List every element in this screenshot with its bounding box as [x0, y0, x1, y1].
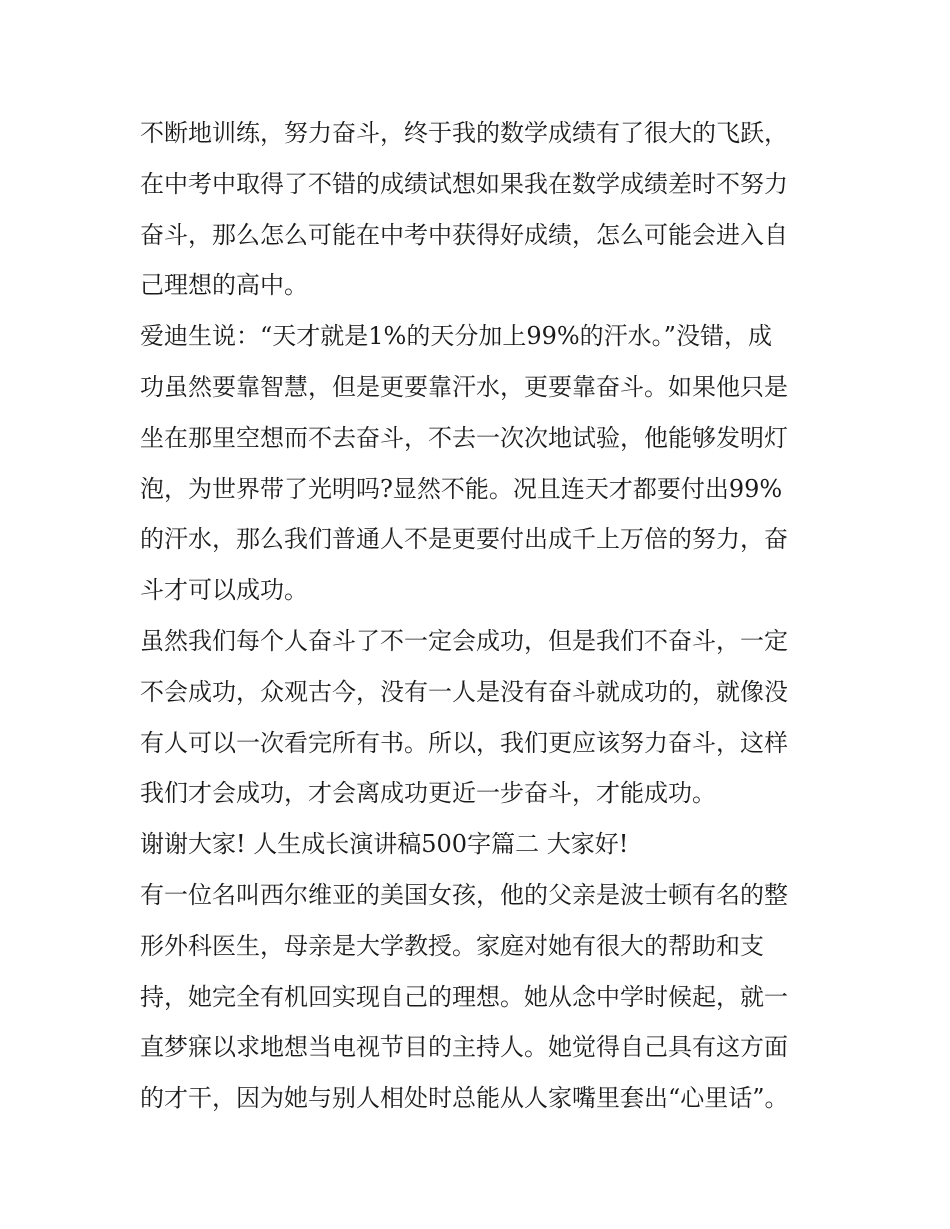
text-line: 谢谢大家! 人生成长演讲稿500字篇二 大家好! — [140, 830, 629, 859]
text-line: 爱迪生说：“天才就是1%的天分加上99%的汗水。”没错，成 — [140, 322, 772, 351]
text-line: 的汗水，那么我们普通人不是更要付出成千上万倍的努力，奋 — [140, 525, 788, 554]
text-line: 坐在那里空想而不去奋斗，不去一次次地试验，他能够发明灯 — [140, 423, 788, 452]
text-line: 有一位名叫西尔维亚的美国女孩，他的父亲是波士顿有名的整 — [140, 880, 788, 909]
text-line: 直梦寐以求地想当电视节目的主持人。她觉得自己具有这方面 — [140, 1033, 788, 1062]
text-line: 斗才可以成功。 — [140, 576, 308, 605]
text-line: 有人可以一次看完所有书。所以，我们更应该努力奋斗，这样 — [140, 728, 788, 757]
text-line: 功虽然要靠智慧，但是更要靠汗水，更要靠奋斗。如果他只是 — [140, 372, 788, 401]
text-line: 己理想的高中。 — [140, 271, 308, 300]
text-line: 在中考中取得了不错的成绩试想如果我在数学成绩差时不努力 — [140, 169, 788, 198]
text-line: 泡，为世界带了光明吗?显然不能。况且连天才都要付出99% — [140, 474, 783, 503]
text-line: 我们才会成功，才会离成功更近一步奋斗，才能成功。 — [140, 779, 716, 808]
text-line: 虽然我们每个人奋斗了不一定会成功，但是我们不奋斗，一定 — [140, 626, 788, 655]
text-line: 不断地训练，努力奋斗，终于我的数学成绩有了很大的飞跃， — [140, 119, 788, 147]
text-line: 形外科医生，母亲是大学教授。家庭对她有很大的帮助和支 — [140, 931, 764, 960]
document-body — [140, 108, 820, 1124]
text-line: 的才干，因为她与别人相处时总能从人家嘴里套出“心里话”。 — [140, 1084, 789, 1113]
text-line: 奋斗，那么怎么可能在中考中获得好成绩，怎么可能会进入自 — [140, 220, 788, 249]
text-line: 不会成功，众观古今，没有一人是没有奋斗就成功的，就像没 — [140, 677, 788, 706]
text-line: 持，她完全有机回实现自己的理想。她从念中学时候起，就一 — [140, 982, 788, 1011]
